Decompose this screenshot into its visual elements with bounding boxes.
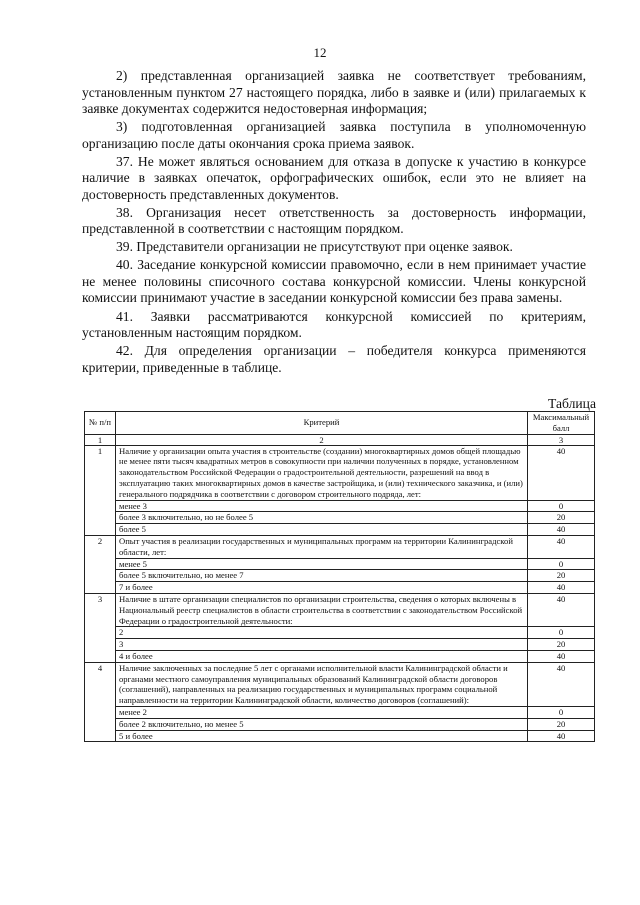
option-score: 0 (528, 500, 595, 512)
criteria-table (84, 411, 595, 742)
option-score: 20 (528, 718, 595, 730)
option-label: менее 3 (116, 500, 528, 512)
option-score: 40 (528, 730, 595, 742)
table-row (85, 718, 595, 730)
paragraph-2: 2) представленная организацией заявка не соответствует требованиям, установленным пунктом 27 настоящего порядка, либо в заявке и (или) прилагаемых к заявке документах содержится недостоверная информация; (82, 68, 586, 116)
criterion-max-score: 40 (528, 535, 595, 558)
table-row (85, 558, 595, 570)
table-row (85, 662, 595, 706)
table-row (85, 730, 595, 742)
header-number: № п/п (85, 412, 116, 435)
option-label: 2 (116, 627, 528, 639)
page-number: 12 (313, 45, 327, 60)
criterion-max-score: 40 (528, 445, 595, 500)
column-number: 3 (528, 434, 595, 445)
paragraph-37: 37. Не может являться основанием для отказа в допуске к участию в конкурсе наличие в заявках опечаток, орфографических ошибок, если это не влияет на достоверность представленных документов. (82, 153, 586, 202)
option-label: 5 и более (116, 730, 528, 742)
table-row (85, 582, 595, 594)
option-label: менее 5 (116, 558, 528, 570)
option-label: более 2 включительно, но менее 5 (116, 718, 528, 730)
table-row (85, 706, 595, 718)
option-score: 40 (528, 524, 595, 536)
criterion-number: 4 (85, 662, 116, 742)
option-score: 20 (528, 570, 595, 582)
paragraph-39: 39. Представители организации не присутствуют при оценке заявок. (116, 239, 513, 255)
table-row (85, 445, 595, 500)
option-label: 3 (116, 639, 528, 651)
criterion-text: Опыт участия в реализации государственных и муниципальных программ на территории Калининградской области, лет: (116, 535, 528, 558)
body-text (82, 68, 586, 378)
option-label: более 5 включительно, но менее 7 (116, 570, 528, 582)
table-row (85, 650, 595, 662)
option-score: 0 (528, 558, 595, 570)
table-row (85, 535, 595, 558)
table-row (85, 500, 595, 512)
column-number: 1 (85, 434, 116, 445)
column-number: 2 (116, 434, 528, 445)
option-label: более 3 включительно, но не более 5 (116, 512, 528, 524)
option-label: менее 2 (116, 706, 528, 718)
paragraph-42: 42. Для определения организации – победителя конкурса применяются критерии, приведенные в таблице. (82, 343, 586, 375)
paragraph-40: 40. Заседание конкурсной комиссии правомочно, если в нем принимает участие не менее половины списочного состава конкурсной комиссии. Члены конкурсной комиссии принимают участие в заседании конкурсной комиссии без права замены. (82, 257, 586, 306)
header-criterion: Критерий (116, 412, 528, 435)
header-max-score: Максимальный балл (528, 412, 595, 435)
option-score: 0 (528, 627, 595, 639)
option-label: 7 и более (116, 582, 528, 594)
table-row (85, 639, 595, 651)
column-number-row (85, 434, 595, 445)
criterion-max-score: 40 (528, 593, 595, 626)
table-caption: Таблица (548, 396, 596, 411)
table-row (85, 627, 595, 639)
table-row (85, 570, 595, 582)
option-score: 40 (528, 582, 595, 594)
option-score: 0 (528, 706, 595, 718)
table-header-row (85, 412, 595, 435)
option-label: более 5 (116, 524, 528, 536)
criterion-text: Наличие в штате организации специалистов по организации строительства, сведения о которых включены в Национальный реестр специалистов в области строительства в соответствии с законодательством Российской Федерации о градостроительной деятельности: (116, 593, 528, 626)
criterion-number: 1 (85, 445, 116, 535)
option-score: 40 (528, 650, 595, 662)
criterion-text: Наличие у организации опыта участия в строительстве (создании) многоквартирных домов общей площадью не менее пяти тысяч квадратных метров в совокупности при наличии полученных в порядке, установленном законодательством Российской Федерации о градостроительной деятельности, разрешений на ввод в эксплуатацию таких многоквартирных домов в качестве застройщика, и (или) технического заказчика, и (или) генерального подрядчика в соответствии с договором строительного подряда, лет: (116, 445, 528, 500)
criterion-text: Наличие заключенных за последние 5 лет с органами исполнительной власти Калининградской области и органами местного самоуправления муниципальных образований Калининградской области договоров (соглашений), направленных на реализацию государственных и муниципальных программ социальной направленности на территории Калининградской области, количество договоров (соглашений): (116, 662, 528, 706)
option-score: 20 (528, 512, 595, 524)
table-row (85, 593, 595, 626)
paragraph-41: 41. Заявки рассматриваются конкурсной комиссией по критериям, установленным настоящим порядком. (82, 308, 586, 341)
paragraph-38: 38. Организация несет ответственность за достоверность информации, представленной в соответствии с настоящим порядком. (82, 204, 586, 237)
table-row (85, 524, 595, 536)
option-label: 4 и более (116, 650, 528, 662)
criterion-number: 3 (85, 593, 116, 662)
table-row (85, 512, 595, 524)
option-score: 20 (528, 639, 595, 651)
paragraph-3: 3) подготовленная организацией заявка поступила в уполномоченную организацию после даты окончания срока приема заявок. (82, 119, 586, 151)
criterion-number: 2 (85, 535, 116, 593)
criterion-max-score: 40 (528, 662, 595, 706)
